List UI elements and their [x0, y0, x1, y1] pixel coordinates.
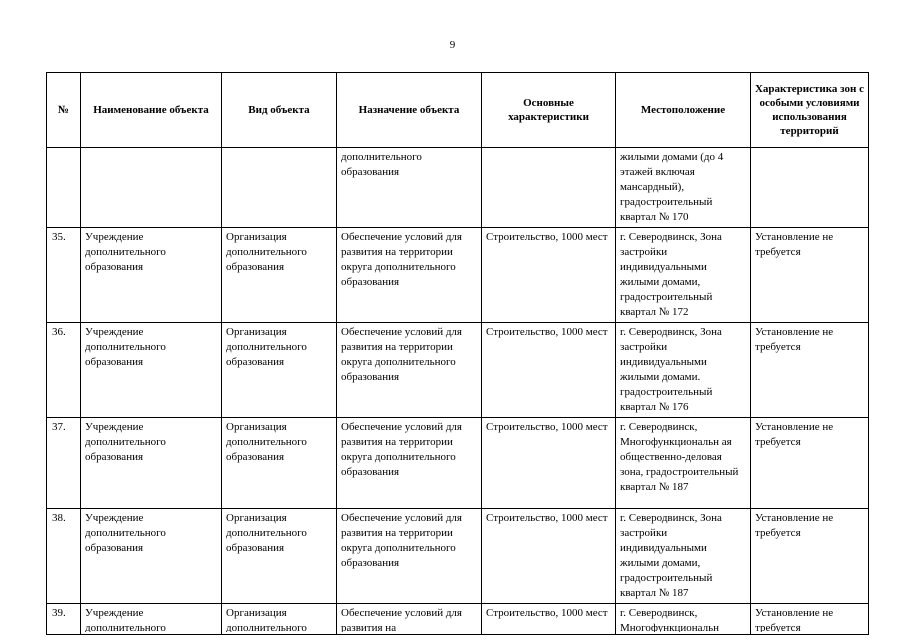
- cell-name: [81, 148, 222, 228]
- header-purpose: Назначение объекта: [337, 73, 482, 148]
- cell-location: жилыми домами (до 4 этажей включая мансардный), градостроительный квартал № 170: [616, 148, 751, 228]
- cell-purpose: Обеспечение условий для развития на территории округа дополнительного образования: [337, 323, 482, 418]
- header-name: Наименование объекта: [81, 73, 222, 148]
- cell-type: Организация дополнительного образования: [222, 323, 337, 418]
- cell-name: Учреждение дополнительного образования: [81, 509, 222, 604]
- cell-type: Организация дополнительного: [226, 607, 307, 632]
- cell-location: г. Северодвинск, Зона застройки индивидуальными жилыми домами, градостроительный квартал № 172: [616, 228, 751, 323]
- cell-zones: [751, 148, 869, 228]
- cell-zones: Установление не требуется: [751, 418, 869, 509]
- cell-zones: Установление не требуется: [755, 607, 834, 632]
- cell-location: г. Северодвинск, Многофункциональн ая общественно-деловая зона, градостроительный квартал № 187: [616, 418, 751, 509]
- cell-characteristics: Строительство, 1000 мест: [482, 418, 616, 509]
- cell-location: г. Северодвинск, Зона застройки индивидуальными жилыми домами. градостроительный квартал № 176: [616, 323, 751, 418]
- cell-name: Учреждение дополнительного образования: [81, 228, 222, 323]
- cell-name: Учреждение дополнительного образования: [81, 418, 222, 509]
- header-location: Местоположение: [616, 73, 751, 148]
- cell-type: Организация дополнительного образования: [222, 228, 337, 323]
- header-characteristics: Основные характеристики: [482, 73, 616, 148]
- cell-location: г. Северодвинск, Многофункциональн: [620, 607, 720, 632]
- table-row-partial: [47, 604, 869, 635]
- cell-characteristics: Строительство, 1000 мест: [486, 607, 608, 619]
- cell-num: 36.: [47, 323, 81, 418]
- table-header-row: [47, 73, 869, 148]
- header-zones: Характеристика зон с особыми условиями использования территорий: [751, 73, 869, 148]
- cell-characteristics: Строительство, 1000 мест: [482, 509, 616, 604]
- cell-zones: Установление не требуется: [751, 228, 869, 323]
- cell-type: Организация дополнительного образования: [222, 418, 337, 509]
- cell-characteristics: Строительство, 1000 мест: [482, 323, 616, 418]
- objects-table: [46, 72, 869, 635]
- cell-num: 38.: [47, 509, 81, 604]
- cell-purpose: Обеспечение условий для развития на территории округа дополнительного образования: [337, 228, 482, 323]
- cell-purpose: Обеспечение условий для развития на территории округа дополнительного образования: [337, 418, 482, 509]
- cell-num: 35.: [47, 228, 81, 323]
- cell-num: [47, 148, 81, 228]
- table-row: [47, 509, 869, 604]
- cell-type: Организация дополнительного образования: [222, 509, 337, 604]
- header-type: Вид объекта: [222, 73, 337, 148]
- table-row: [47, 228, 869, 323]
- cell-zones: Установление не требуется: [751, 323, 869, 418]
- cell-num: 39.: [52, 607, 66, 619]
- page-number: 9: [449, 39, 456, 51]
- cell-purpose: Обеспечение условий для развития на: [341, 607, 462, 632]
- cell-purpose: дополнительного образования: [337, 148, 482, 228]
- cell-num: 37.: [47, 418, 81, 509]
- header-num: №: [47, 73, 81, 148]
- cell-type: [222, 148, 337, 228]
- cell-characteristics: Строительство, 1000 мест: [482, 228, 616, 323]
- cell-zones: Установление не требуется: [751, 509, 869, 604]
- cell-name: Учреждение дополнительного: [85, 607, 166, 632]
- table-row-continuation: [47, 148, 869, 228]
- table-row: [47, 323, 869, 418]
- cell-characteristics: [482, 148, 616, 228]
- table-row: [47, 418, 869, 509]
- cell-location: г. Северодвинск, Зона застройки индивидуальными жилыми домами, градостроительный квартал № 187: [616, 509, 751, 604]
- cell-name: Учреждение дополнительного образования: [81, 323, 222, 418]
- cell-purpose: Обеспечение условий для развития на территории округа дополнительного образования: [337, 509, 482, 604]
